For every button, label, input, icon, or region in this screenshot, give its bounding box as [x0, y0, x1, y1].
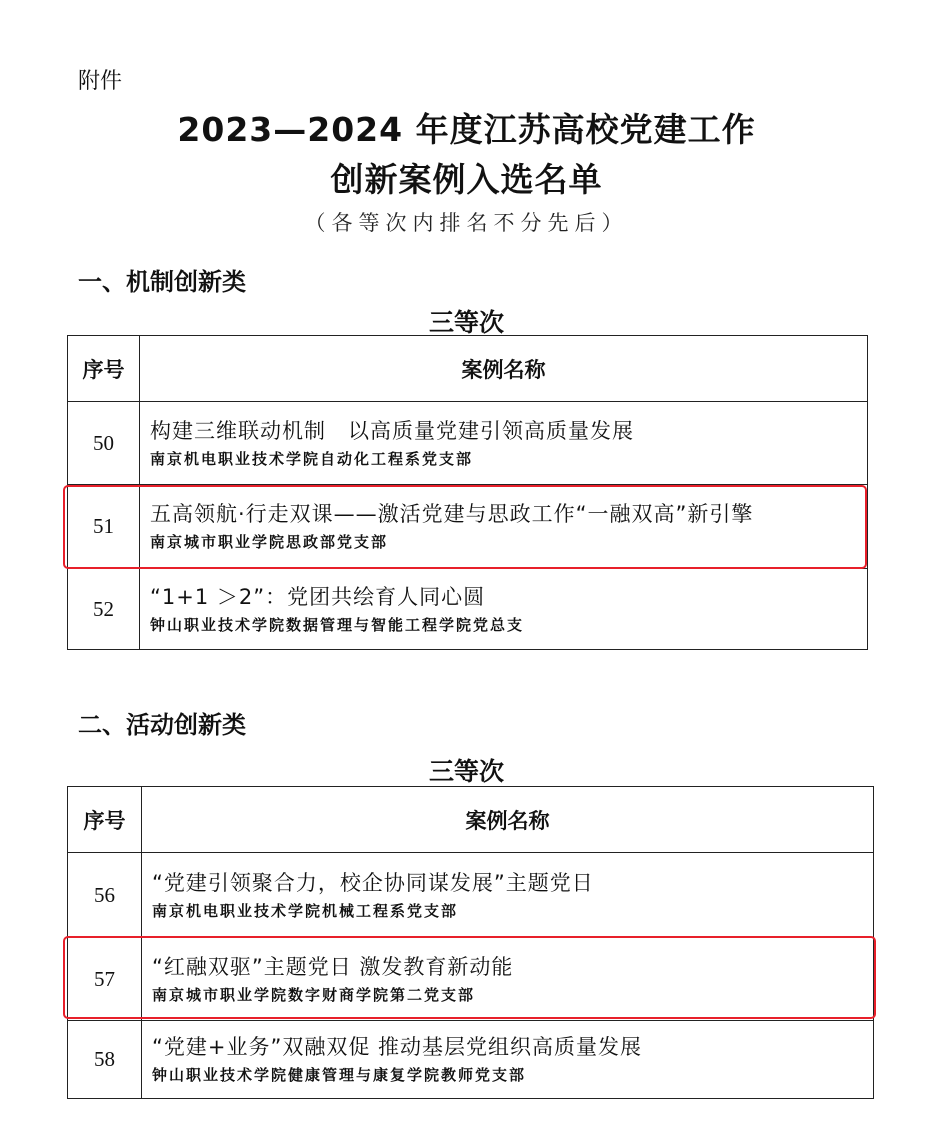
- header-name: 案例名称: [140, 336, 868, 402]
- case-unit: 南京城市职业学院思政部党支部: [150, 533, 389, 551]
- case-unit: 南京机电职业技术学院自动化工程系党支部: [150, 449, 474, 468]
- case-title: “红融双驱”主题党日 激发教育新动能: [152, 954, 514, 979]
- table-row: [68, 853, 874, 938]
- case-title: 五高领航·行走双课——激活党建与思政工作“一融双高”新引擎: [150, 502, 754, 526]
- row-number: 50: [68, 402, 140, 485]
- case-name-cell: [140, 569, 868, 650]
- row-number: 57: [68, 938, 142, 1021]
- tier-label-mechanism: 三等次: [428, 308, 504, 337]
- case-title: “党建+业务”双融双促 推动基层党组织高质量发展: [152, 1035, 643, 1059]
- tier-label-activity: 三等次: [428, 757, 504, 786]
- table-row: [68, 1021, 874, 1099]
- case-unit: 钟山职业技术学院健康管理与康复学院教师党支部: [152, 1066, 527, 1084]
- case-unit: 南京机电职业技术学院机械工程系党支部: [152, 901, 459, 920]
- case-name-cell: [142, 1021, 874, 1099]
- table-header-row: [68, 336, 868, 402]
- section-heading-activity: 二、活动创新类: [78, 711, 246, 739]
- case-name-cell: [142, 853, 874, 938]
- row-number: 51: [68, 485, 140, 569]
- document-title-line-1: 2023—2024 年度江苏高校党建工作: [177, 110, 756, 149]
- case-title: “党建引领聚合力，校企协同谋发展”主题党日: [152, 870, 594, 895]
- highlight-box-row-51: [63, 485, 867, 569]
- row-number: 58: [68, 1021, 142, 1099]
- header-no: 序号: [68, 787, 142, 853]
- case-title: “1+1 ＞2”：党团共绘育人同心圆: [150, 584, 486, 609]
- ranking-note: （各等次内排名不分先后）: [304, 211, 629, 235]
- row-number: 52: [68, 569, 140, 650]
- section-heading-mechanism: 一、机制创新类: [78, 268, 246, 296]
- document-title-line-2: 创新案例入选名单: [330, 160, 603, 199]
- table-header-row: [68, 787, 874, 853]
- case-title: 构建三维联动机制 以高质量党建引领高质量发展: [150, 418, 634, 443]
- header-no: 序号: [68, 336, 140, 402]
- header-name: 案例名称: [142, 787, 874, 853]
- attachment-label: 附件: [78, 69, 123, 94]
- case-unit: 钟山职业技术学院数据管理与智能工程学院党总支: [150, 615, 525, 634]
- row-number: 56: [68, 853, 142, 938]
- case-unit: 南京城市职业学院数字财商学院第二党支部: [152, 985, 476, 1004]
- table-row: [68, 402, 868, 485]
- case-name-cell: [140, 402, 868, 485]
- highlight-box-row-57: [63, 936, 876, 1019]
- table-row: [68, 569, 868, 650]
